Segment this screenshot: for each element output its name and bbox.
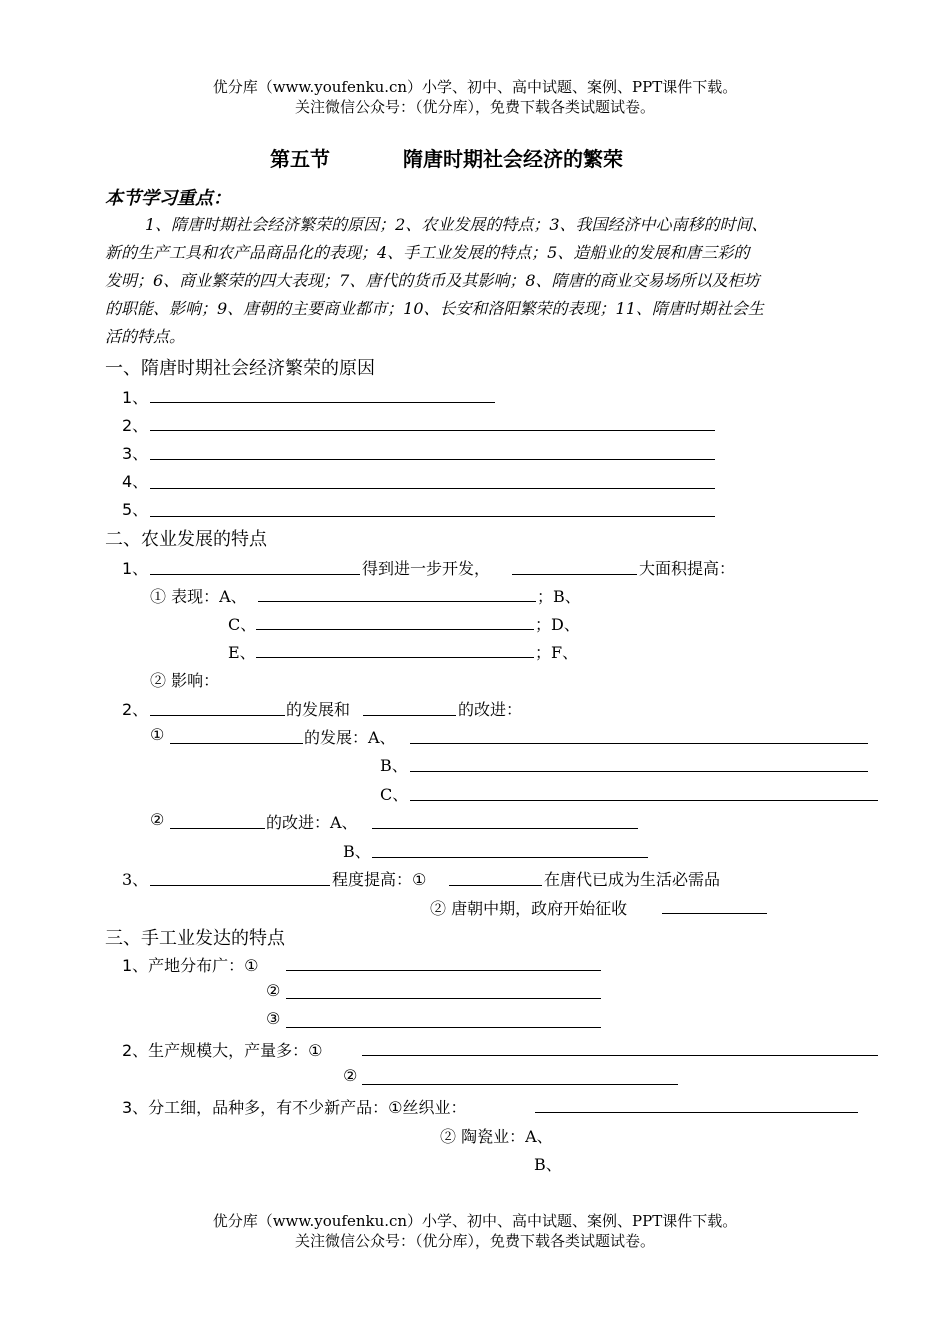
- s2-q1-f-label: ；F、: [535, 643, 579, 662]
- s3-q1-blank-2[interactable]: [286, 998, 601, 999]
- s2-q1-blank-1[interactable]: [150, 574, 360, 575]
- key-points-line-2: 新的生产工具和农产品商品化的表现；4、手工业发展的特点；5、造船业的发展和唐三彩的: [105, 243, 750, 262]
- s2-q2-s2-blank[interactable]: [170, 828, 265, 829]
- s3-q1-marker-3: ③: [266, 1009, 281, 1028]
- s2-q2-s2-a-blank[interactable]: [372, 828, 638, 829]
- s2-q1-blank-2[interactable]: [512, 574, 637, 575]
- s2-q3-blank-1[interactable]: [150, 885, 330, 886]
- s2-q3-blank-3[interactable]: [662, 913, 767, 914]
- s2-q3-blank-2[interactable]: [449, 885, 542, 886]
- s3-q1-marker-2: ②: [266, 981, 281, 1000]
- s1-item-2-blank[interactable]: [150, 430, 715, 431]
- s2-q1-yingxiang-label: ② 影响：: [150, 671, 220, 690]
- s2-q2-s1-a-blank[interactable]: [410, 743, 868, 744]
- s2-q1-biaoxian-label: ① 表现：A、: [150, 587, 247, 606]
- s3-q3-ceramic-label: ② 陶瓷业：A、: [440, 1127, 553, 1146]
- s2-q2-s1-b-blank[interactable]: [410, 771, 868, 772]
- footer-line-2: 关注微信公众号：（优分库），免费下载各类试题试卷。: [294, 1232, 655, 1250]
- header-line-1: 优分库（www.youfenku.cn）小学、初中、高中试题、案例、PPT课件下载。: [212, 78, 738, 96]
- s1-item-3-label: 3、: [122, 444, 149, 463]
- section-3-heading: 三、手工业发达的特点: [105, 928, 285, 949]
- header-line-2: 关注微信公众号：（优分库），免费下载各类试题试卷。: [294, 98, 655, 116]
- s2-q2-s1-marker: ①: [150, 725, 165, 744]
- s2-q2-s1-blank[interactable]: [170, 743, 303, 744]
- s2-q1-text-1: 得到进一步开发，: [362, 559, 491, 578]
- s1-item-2-label: 2、: [122, 416, 149, 435]
- s2-q1-d-label: ；D、: [535, 615, 580, 634]
- s2-q2-blank-2[interactable]: [363, 715, 456, 716]
- footer-line-1: 优分库（www.youfenku.cn）小学、初中、高中试题、案例、PPT课件下载。: [212, 1212, 738, 1230]
- s2-q2-s1-b-label: B、: [380, 756, 408, 775]
- s3-q2-marker-2: ②: [343, 1066, 358, 1085]
- s2-q3-text-1: 程度提高：①: [332, 870, 427, 889]
- s2-q2-s1-c-label: C、: [380, 785, 409, 804]
- key-points-line-5: 活的特点。: [105, 327, 186, 346]
- s2-q1-c-blank[interactable]: [256, 629, 534, 630]
- s3-q3-silk-blank[interactable]: [535, 1112, 858, 1113]
- s2-q1-e-blank[interactable]: [256, 657, 534, 658]
- section-number: 第五节: [270, 147, 330, 171]
- page-title: 隋唐时期社会经济的繁荣: [403, 147, 623, 171]
- s2-q1-num: 1、: [122, 559, 149, 578]
- s2-q3-text-3: ② 唐朝中期，政府开始征收: [430, 899, 628, 918]
- s1-item-5-blank[interactable]: [150, 516, 715, 517]
- s1-item-4-blank[interactable]: [150, 488, 715, 489]
- s1-item-4-label: 4、: [122, 472, 149, 491]
- s2-q1-b-label: ；B、: [537, 587, 581, 606]
- s2-q2-s1-c-blank[interactable]: [410, 800, 878, 801]
- s3-q3-ceramic-b-label: B、: [534, 1155, 562, 1174]
- key-points-heading: 本节学习重点：: [105, 188, 231, 209]
- key-points-line-1: 1、隋唐时期社会经济繁荣的原因；2、农业发展的特点；3、我国经济中心南移的时间、: [145, 215, 768, 234]
- s2-q3-text-2: 在唐代已成为生活必需品: [544, 870, 721, 889]
- s2-q2-num: 2、: [122, 700, 149, 719]
- s3-q2-blank-2[interactable]: [362, 1084, 678, 1085]
- s2-q2-blank-1[interactable]: [150, 715, 285, 716]
- s1-item-1-label: 1、: [122, 388, 149, 407]
- s1-item-1-blank[interactable]: [150, 402, 495, 403]
- s2-q2-s1-text: 的发展：A、: [304, 728, 396, 747]
- s3-q3-label: 3、分工细，品种多，有不少新产品：①丝织业：: [122, 1098, 467, 1117]
- s3-q1-blank-1[interactable]: [286, 970, 601, 971]
- s1-item-5-label: 5、: [122, 500, 149, 519]
- section-2-heading: 二、农业发展的特点: [105, 529, 267, 550]
- s2-q2-s2-marker: ②: [150, 810, 165, 829]
- key-points-line-3: 发明；6、商业繁荣的四大表现；7、唐代的货币及其影响；8、隋唐的商业交易场所以及柜坊: [105, 271, 760, 290]
- s2-q2-text-2: 的改进：: [458, 700, 523, 719]
- s3-q2-blank-1[interactable]: [362, 1055, 878, 1056]
- s2-q3-num: 3、: [122, 870, 149, 889]
- section-1-heading: 一、隋唐时期社会经济繁荣的原因: [105, 358, 375, 379]
- s3-q1-label: 1、产地分布广：①: [122, 956, 259, 975]
- s2-q2-text-1: 的发展和: [286, 700, 351, 719]
- key-points-line-4: 的职能、影响；9、唐朝的主要商业都市；10、长安和洛阳繁荣的表现；11、隋唐时期社会生: [105, 299, 764, 318]
- s2-q1-text-2: 大面积提高：: [639, 559, 736, 578]
- s2-q1-c-label: C、: [228, 615, 257, 634]
- s2-q2-s2-b-blank[interactable]: [372, 857, 648, 858]
- s1-item-3-blank[interactable]: [150, 459, 715, 460]
- s3-q2-label: 2、生产规模大，产量多：①: [122, 1041, 323, 1060]
- s3-q1-blank-3[interactable]: [286, 1027, 601, 1028]
- s2-q1-e-label: E、: [228, 643, 256, 662]
- s2-q2-s2-b-label: B、: [343, 842, 371, 861]
- s2-q2-s2-text: 的改进：A、: [266, 813, 358, 832]
- s2-q1-a-blank[interactable]: [258, 601, 536, 602]
